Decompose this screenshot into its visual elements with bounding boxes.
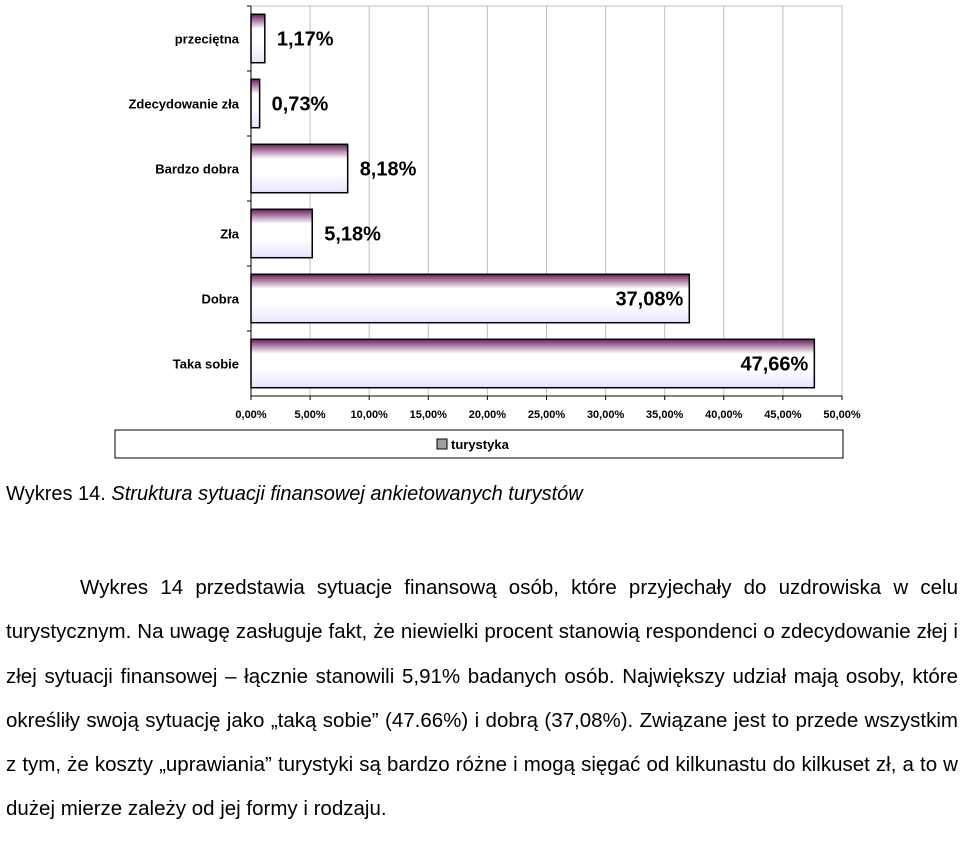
x-tick-label: 50,00% bbox=[823, 409, 861, 421]
x-tick-label: 40,00% bbox=[705, 409, 743, 421]
x-tick-label: 0,00% bbox=[235, 409, 267, 421]
x-tick-label: 35,00% bbox=[646, 409, 684, 421]
bar bbox=[251, 79, 260, 127]
data-label: 37,08% bbox=[615, 288, 684, 311]
x-tick-label: 20,00% bbox=[468, 409, 507, 421]
caption-title: Struktura sytuacji finansowej ankietowanych turystów bbox=[111, 483, 583, 505]
grid-lines bbox=[251, 6, 842, 396]
data-label: 0,73% bbox=[271, 93, 329, 116]
legend-label: turystyka bbox=[451, 437, 509, 452]
category-label: przeciętna bbox=[174, 31, 239, 47]
body-paragraph: Wykres 14 przedstawia sytuacje finansową osób, które przyjechały do uzdrowiska w celu turystycznym. Na uwagę zasługuje fakt, że niewielki procent stanowią respondenci o zdecydowanie złej i złej sytuacji finansowej – łącznie stanowili 5,91% badanych osób. Największy udział mają osoby, które określiły swoją sytuację jako „taką sobie” (47.66%) i dobrą (37,08%). Związane jest to przede wszystkim z tym, że koszty „uprawiania” turystyki są bardzo różne i mogą sięgać od kilkunastu do kilkuset zł, a to w dużej mierze zależy od jej formy i rodzaju. bbox=[6, 576, 958, 821]
x-tick-label: 45,00% bbox=[764, 409, 802, 421]
legend bbox=[115, 430, 843, 458]
data-label: 1,17% bbox=[276, 28, 334, 51]
category-label: Dobra bbox=[201, 291, 239, 307]
bar bbox=[251, 209, 312, 257]
bar bbox=[251, 339, 814, 387]
data-label: 5,18% bbox=[324, 223, 381, 246]
x-tick-label: 15,00% bbox=[409, 409, 447, 421]
x-tick-label: 5,00% bbox=[294, 409, 326, 421]
x-tick-label: 25,00% bbox=[527, 409, 566, 421]
category-label: Zła bbox=[220, 226, 239, 242]
category-label: Taka sobie bbox=[172, 356, 239, 372]
bars bbox=[251, 14, 814, 387]
caption-prefix: Wykres 14. bbox=[6, 483, 112, 505]
bar bbox=[251, 14, 265, 62]
legend-swatch bbox=[437, 439, 447, 449]
bar bbox=[251, 144, 348, 192]
category-label: Zdecydowanie zła bbox=[128, 96, 239, 112]
category-label: Bardzo dobra bbox=[155, 161, 239, 177]
x-tick-label: 30,00% bbox=[586, 409, 625, 421]
x-tick-label: 10,00% bbox=[350, 409, 388, 421]
data-label: 47,66% bbox=[740, 353, 809, 376]
data-label: 8,18% bbox=[359, 158, 417, 181]
chart-caption bbox=[6, 483, 946, 506]
